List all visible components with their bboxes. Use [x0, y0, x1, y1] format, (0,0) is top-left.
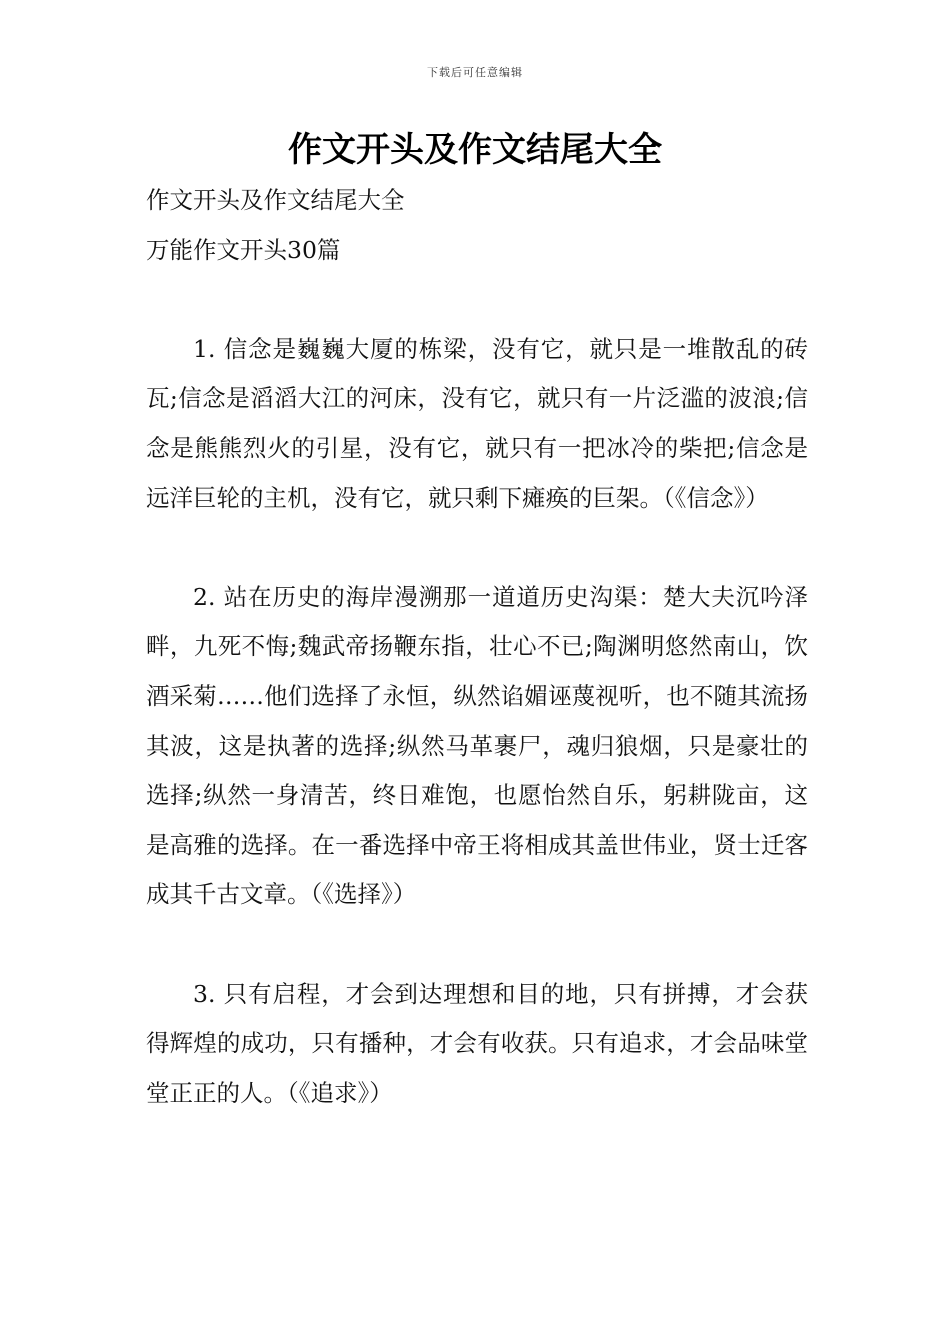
spacer: [146, 920, 808, 970]
paragraph-3: 3. 只有启程，才会到达理想和目的地，只有拼搏，才会获得辉煌的成功，只有播种，才会有收获。只有追求，才会品味堂堂正正的人。（《追求》）: [146, 979, 808, 1107]
paragraph-1: 1. 信念是巍巍大厦的栋梁，没有它，就只是一堆散乱的砖瓦;信念是滔滔大江的河床，没有它，就只有一片泛滥的波浪;信念是熊熊烈火的引星，没有它，就只有一把冰冷的柴把;信念是远洋巨轮的主机，没有它，就只剩下瘫痪的巨架。（《信念》）: [146, 334, 808, 512]
section-title: 万能作文开头30篇: [146, 235, 341, 264]
document-title: 作文开头及作文结尾大全: [288, 130, 662, 170]
document-body: [146, 176, 808, 1118]
header-note: 下载后可任意编辑: [427, 66, 523, 79]
spacer: [146, 523, 808, 573]
spacer: [146, 275, 808, 325]
paragraph-2: 2. 站在历史的海岸漫溯那一道道历史沟渠：楚大夫沉吟泽畔，九死不悔;魏武帝扬鞭东指，壮心不已;陶渊明悠然南山，饮酒采菊……他们选择了永恒，纵然谄媚诬蔑视听，也不随其流扬其波，这是执著的选择;纵然马革裹尸，魂归狼烟，只是豪壮的选择;纵然一身清苦，终日难饱，也愿怡然自乐，躬耕陇亩，这是高雅的选择。在一番选择中帝王将相成其盖世伟业，贤士迁客成其千古文章。（《选择》）: [146, 582, 808, 909]
subtitle: 作文开头及作文结尾大全: [146, 186, 405, 214]
